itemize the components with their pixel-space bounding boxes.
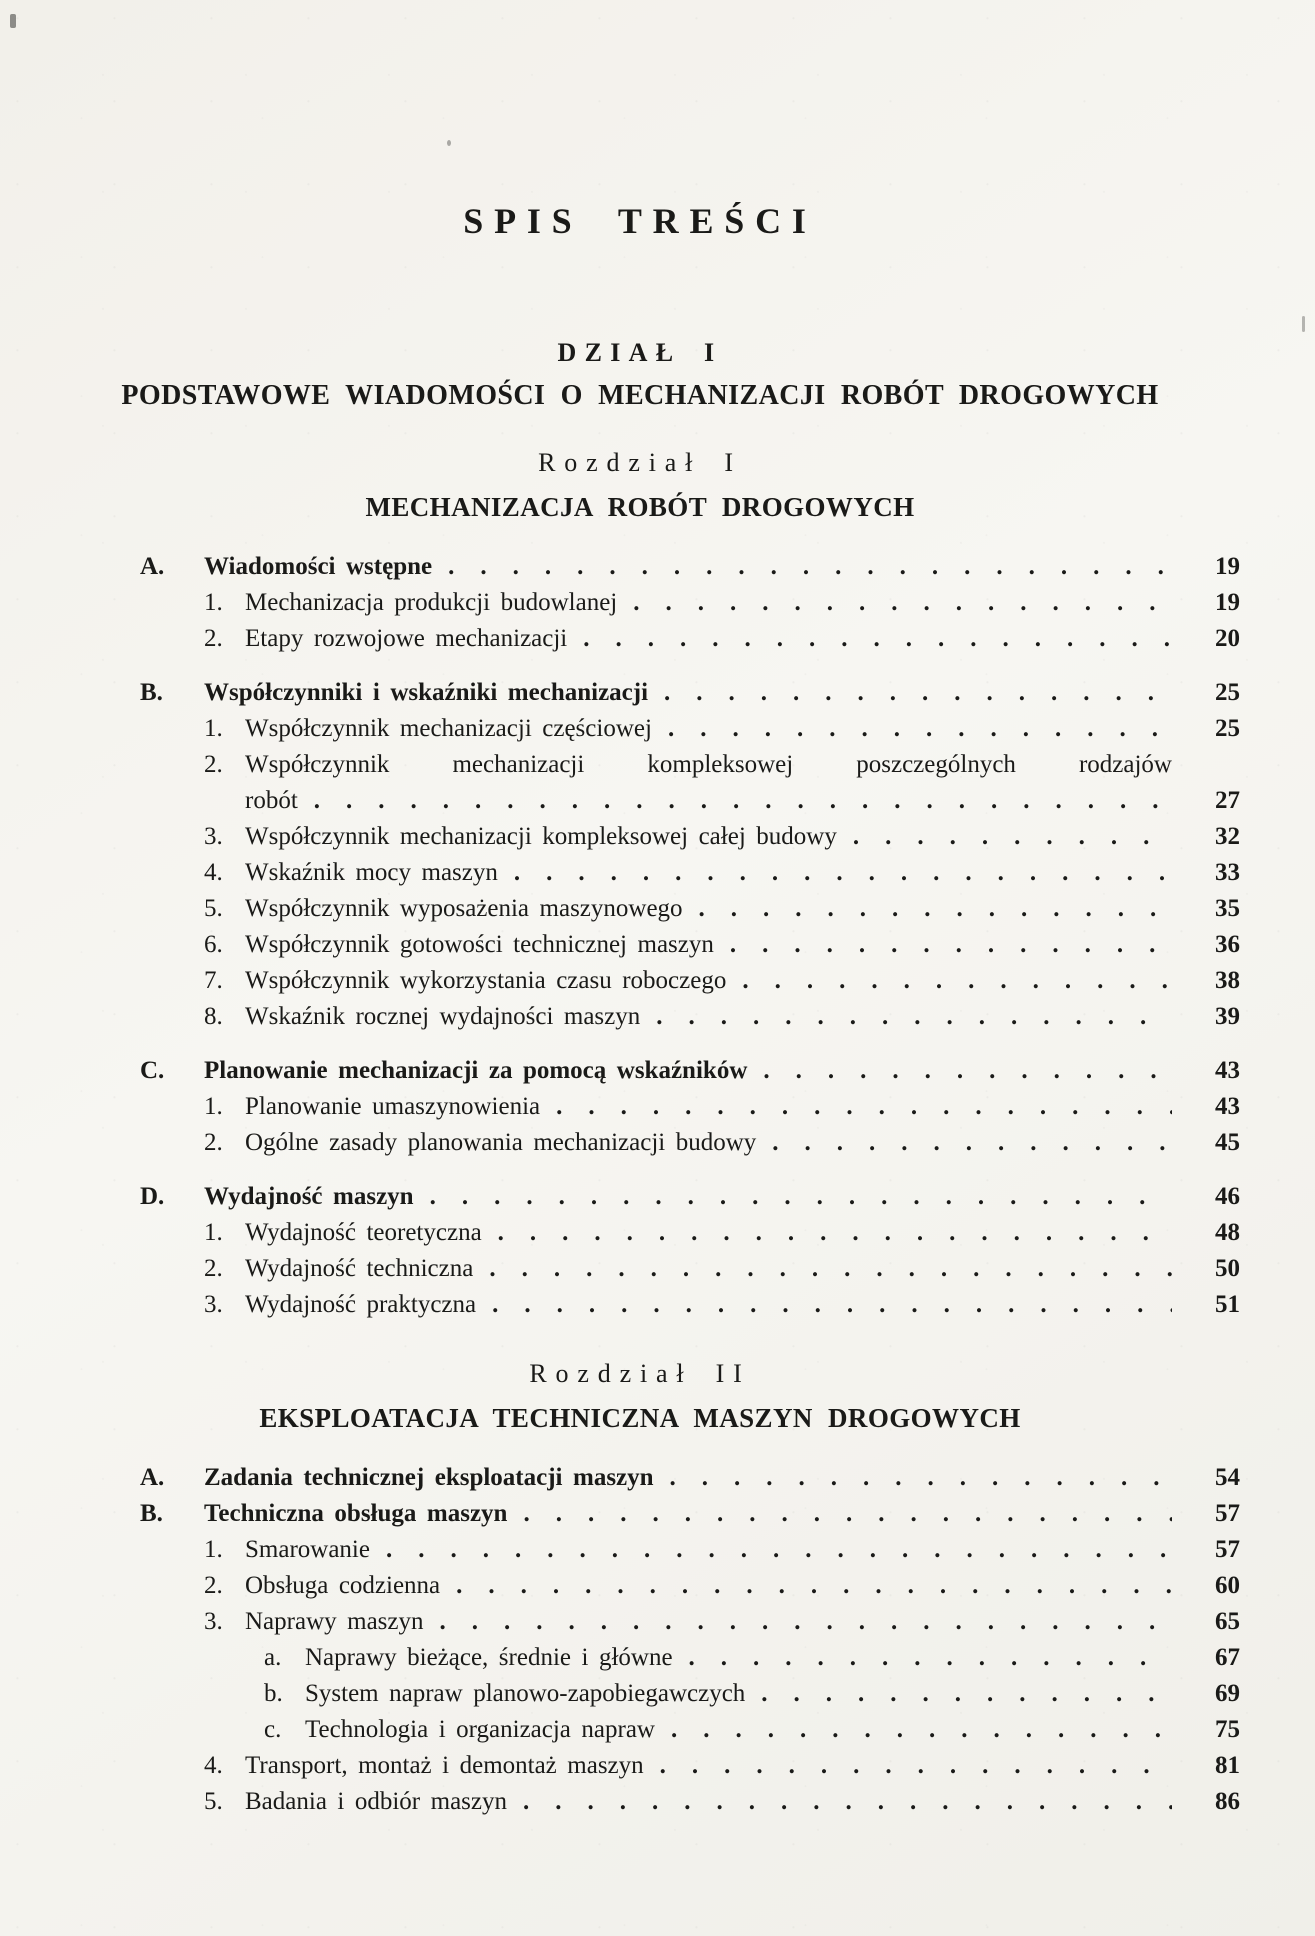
entry-text: Wydajność techniczna bbox=[245, 1255, 474, 1282]
toc-entry bbox=[140, 1748, 1240, 1784]
entry-label: 6. bbox=[204, 931, 223, 958]
toc-entry bbox=[140, 891, 1240, 927]
entry-label: 2. bbox=[204, 1255, 223, 1282]
toc-entry bbox=[140, 621, 1240, 657]
dot-leader bbox=[430, 1179, 1172, 1215]
toc-entry bbox=[140, 1251, 1240, 1287]
page-number: 27 bbox=[1215, 787, 1240, 814]
dot-leader bbox=[772, 1125, 1172, 1161]
page-number: 25 bbox=[1215, 679, 1240, 706]
page-number: 50 bbox=[1215, 1255, 1240, 1282]
page-number: 57 bbox=[1215, 1536, 1240, 1563]
toc-entry bbox=[140, 747, 1240, 783]
entry-text: Badania i odbiór maszyn bbox=[245, 1788, 507, 1815]
entry-text: Smarowanie bbox=[245, 1536, 370, 1563]
dot-leader bbox=[689, 1640, 1172, 1676]
page-number: 19 bbox=[1215, 553, 1240, 580]
toc-entry bbox=[140, 1179, 1240, 1215]
chapter-label: Rozdział I bbox=[538, 448, 742, 477]
toc-entry bbox=[140, 1460, 1240, 1496]
entry-label: 4. bbox=[204, 859, 223, 886]
page-number: 33 bbox=[1215, 859, 1240, 886]
scan-artifact bbox=[1302, 316, 1305, 332]
page-title: SPIS TREŚCI bbox=[463, 201, 817, 241]
dot-leader bbox=[670, 1460, 1172, 1496]
toc-entry bbox=[140, 963, 1240, 999]
entry-text: robót bbox=[245, 787, 298, 814]
entry-label: c. bbox=[264, 1716, 282, 1743]
entry-label: A. bbox=[140, 1464, 165, 1491]
entry-text: Mechanizacja produkcji budowlanej bbox=[245, 589, 618, 616]
scan-artifact bbox=[10, 14, 16, 28]
page-number: 36 bbox=[1215, 931, 1240, 958]
chapter-title: EKSPLOATACJA TECHNICZNA MASZYN DROGOWYCH bbox=[259, 1403, 1021, 1433]
entry-label: 2. bbox=[204, 1572, 223, 1599]
entry-text: Wiadomości wstępne bbox=[204, 553, 433, 580]
toc-entry bbox=[140, 549, 1240, 585]
entry-text: Współczynnik wyposażenia maszynowego bbox=[245, 895, 683, 922]
part-label: DZIAŁ I bbox=[557, 338, 723, 367]
entry-label: 5. bbox=[204, 895, 223, 922]
entry-label: 2. bbox=[204, 1129, 223, 1156]
dot-leader bbox=[314, 783, 1172, 819]
page-number: 20 bbox=[1215, 625, 1240, 652]
page-number: 57 bbox=[1215, 1500, 1240, 1527]
dot-leader bbox=[664, 675, 1172, 711]
dot-leader bbox=[456, 1568, 1172, 1604]
entry-label: 3. bbox=[204, 823, 223, 850]
entry-label: 1. bbox=[204, 1093, 223, 1120]
dot-leader bbox=[660, 1748, 1172, 1784]
dot-leader bbox=[656, 999, 1172, 1035]
dot-leader bbox=[514, 855, 1172, 891]
toc-entry bbox=[140, 1568, 1240, 1604]
entry-label: B. bbox=[140, 679, 163, 706]
entry-text: Transport, montaż i demontaż maszyn bbox=[245, 1752, 644, 1779]
entry-text: Naprawy maszyn bbox=[245, 1608, 424, 1635]
page-number: 86 bbox=[1215, 1788, 1240, 1815]
dot-leader bbox=[763, 1053, 1172, 1089]
toc-entry bbox=[140, 585, 1240, 621]
page-number: 81 bbox=[1215, 1752, 1240, 1779]
toc-entry bbox=[140, 1125, 1240, 1161]
dot-leader bbox=[489, 1251, 1172, 1287]
dot-leader bbox=[448, 549, 1172, 585]
toc-entry bbox=[140, 1215, 1240, 1251]
part-title: PODSTAWOWE WIADOMOŚCI O MECHANIZACJI ROBÓT DROGOWYCH bbox=[121, 380, 1159, 411]
dot-leader bbox=[699, 891, 1172, 927]
page-number: 67 bbox=[1215, 1644, 1240, 1671]
dot-leader bbox=[440, 1604, 1173, 1640]
dot-leader bbox=[583, 621, 1172, 657]
entry-text: Wydajność maszyn bbox=[204, 1183, 414, 1210]
dot-leader bbox=[633, 585, 1172, 621]
page-number: 43 bbox=[1215, 1093, 1240, 1120]
entry-label: 1. bbox=[204, 589, 223, 616]
entry-text: Współczynnik wykorzystania czasu roboczego bbox=[245, 967, 727, 994]
toc-entry bbox=[140, 1640, 1240, 1676]
entry-label: 2. bbox=[204, 625, 223, 652]
entry-text: Ogólne zasady planowania mechanizacji budowy bbox=[245, 1129, 757, 1156]
toc-entry bbox=[140, 1287, 1240, 1323]
page-number: 69 bbox=[1215, 1680, 1240, 1707]
page-number: 43 bbox=[1215, 1057, 1240, 1084]
scan-artifact bbox=[447, 140, 451, 146]
entry-label: 4. bbox=[204, 1752, 223, 1779]
entry-text: Współczynniki i wskaźniki mechanizacji bbox=[204, 679, 649, 706]
dot-leader bbox=[523, 1784, 1172, 1820]
entry-label: C. bbox=[140, 1057, 165, 1084]
dot-leader bbox=[386, 1532, 1172, 1568]
page-number: 54 bbox=[1215, 1464, 1240, 1491]
entry-label: 5. bbox=[204, 1788, 223, 1815]
toc-chapter bbox=[90, 448, 1190, 523]
toc-entry bbox=[140, 1784, 1240, 1820]
entry-label: a. bbox=[264, 1644, 282, 1671]
dot-leader bbox=[761, 1676, 1172, 1712]
entry-label: 1. bbox=[204, 715, 223, 742]
entry-label: A. bbox=[140, 553, 165, 580]
entry-text: Obsługa codzienna bbox=[245, 1572, 441, 1599]
entry-text: Planowanie mechanizacji za pomocą wskaźników bbox=[204, 1057, 748, 1084]
dot-leader bbox=[556, 1089, 1172, 1125]
page-number: 38 bbox=[1215, 967, 1240, 994]
chapter-label: Rozdział II bbox=[529, 1359, 751, 1388]
page-number: 25 bbox=[1215, 715, 1240, 742]
toc-entry-list bbox=[140, 549, 1240, 1323]
chapter-title: MECHANIZACJA ROBÓT DROGOWYCH bbox=[365, 492, 915, 522]
page-number: 46 bbox=[1215, 1183, 1240, 1210]
dot-leader bbox=[730, 927, 1172, 963]
toc-entry-list bbox=[140, 1460, 1240, 1820]
entry-text: System napraw planowo-zapobiegawczych bbox=[305, 1680, 746, 1707]
entry-label: 3. bbox=[204, 1608, 223, 1635]
toc-chapter bbox=[90, 1359, 1190, 1434]
page-number: 35 bbox=[1215, 895, 1240, 922]
page-number: 19 bbox=[1215, 589, 1240, 616]
page-number: 60 bbox=[1215, 1572, 1240, 1599]
toc-entry bbox=[140, 819, 1240, 855]
entry-text: Współczynnik mechanizacji kompleksowej całej budowy bbox=[245, 823, 837, 850]
entry-text: Technologia i organizacja napraw bbox=[305, 1716, 655, 1743]
dot-leader bbox=[668, 711, 1172, 747]
toc-entry bbox=[140, 1496, 1240, 1532]
toc-entry bbox=[140, 1089, 1240, 1125]
entry-text: Wskaźnik rocznej wydajności maszyn bbox=[245, 1003, 641, 1030]
entry-text: Etapy rozwojowe mechanizacji bbox=[245, 625, 568, 652]
page-number: 45 bbox=[1215, 1129, 1240, 1156]
entry-text: Techniczna obsługa maszyn bbox=[204, 1500, 508, 1527]
entry-label: 1. bbox=[204, 1536, 223, 1563]
entry-text: Współczynnik mechanizacji kompleksowej poszczególnych rodzajów bbox=[245, 751, 1172, 778]
dot-leader bbox=[498, 1215, 1172, 1251]
toc-entry bbox=[140, 855, 1240, 891]
toc-entry bbox=[140, 1712, 1240, 1748]
toc-entry bbox=[140, 1604, 1240, 1640]
entry-text: Wydajność praktyczna bbox=[245, 1291, 477, 1318]
entry-text: Naprawy bieżące, średnie i główne bbox=[305, 1644, 673, 1671]
toc-part bbox=[90, 338, 1190, 412]
page-number: 32 bbox=[1215, 823, 1240, 850]
entry-label: D. bbox=[140, 1183, 165, 1210]
page-number: 48 bbox=[1215, 1219, 1240, 1246]
entry-text: Planowanie umaszynowienia bbox=[245, 1093, 541, 1120]
entry-label: 2. bbox=[204, 751, 223, 778]
table-of-contents bbox=[0, 338, 1315, 1820]
entry-label: B. bbox=[140, 1500, 163, 1527]
toc-entry-continuation bbox=[140, 783, 1240, 819]
toc-entry bbox=[140, 711, 1240, 747]
entry-label: 1. bbox=[204, 1219, 223, 1246]
toc-entry bbox=[140, 999, 1240, 1035]
dot-leader bbox=[492, 1287, 1172, 1323]
page-number: 39 bbox=[1215, 1003, 1240, 1030]
page-number: 75 bbox=[1215, 1716, 1240, 1743]
dot-leader bbox=[671, 1712, 1172, 1748]
toc-entry bbox=[140, 675, 1240, 711]
dot-leader bbox=[523, 1496, 1172, 1532]
dot-leader bbox=[742, 963, 1172, 999]
page-number: 65 bbox=[1215, 1608, 1240, 1635]
entry-text: Zadania technicznej eksploatacji maszyn bbox=[204, 1464, 654, 1491]
entry-text: Wydajność teoretyczna bbox=[245, 1219, 482, 1246]
entry-label: 8. bbox=[204, 1003, 223, 1030]
entry-label: 7. bbox=[204, 967, 223, 994]
toc-entry bbox=[140, 1676, 1240, 1712]
dot-leader bbox=[853, 819, 1172, 855]
toc-entry bbox=[140, 1053, 1240, 1089]
entry-text: Współczynnik gotowości technicznej maszyn bbox=[245, 931, 714, 958]
entry-text: Wskaźnik mocy maszyn bbox=[245, 859, 498, 886]
page-number: 51 bbox=[1215, 1291, 1240, 1318]
entry-label: 3. bbox=[204, 1291, 223, 1318]
toc-entry bbox=[140, 927, 1240, 963]
entry-label: b. bbox=[264, 1680, 283, 1707]
entry-text: Współczynnik mechanizacji częściowej bbox=[245, 715, 652, 742]
toc-entry bbox=[140, 1532, 1240, 1568]
